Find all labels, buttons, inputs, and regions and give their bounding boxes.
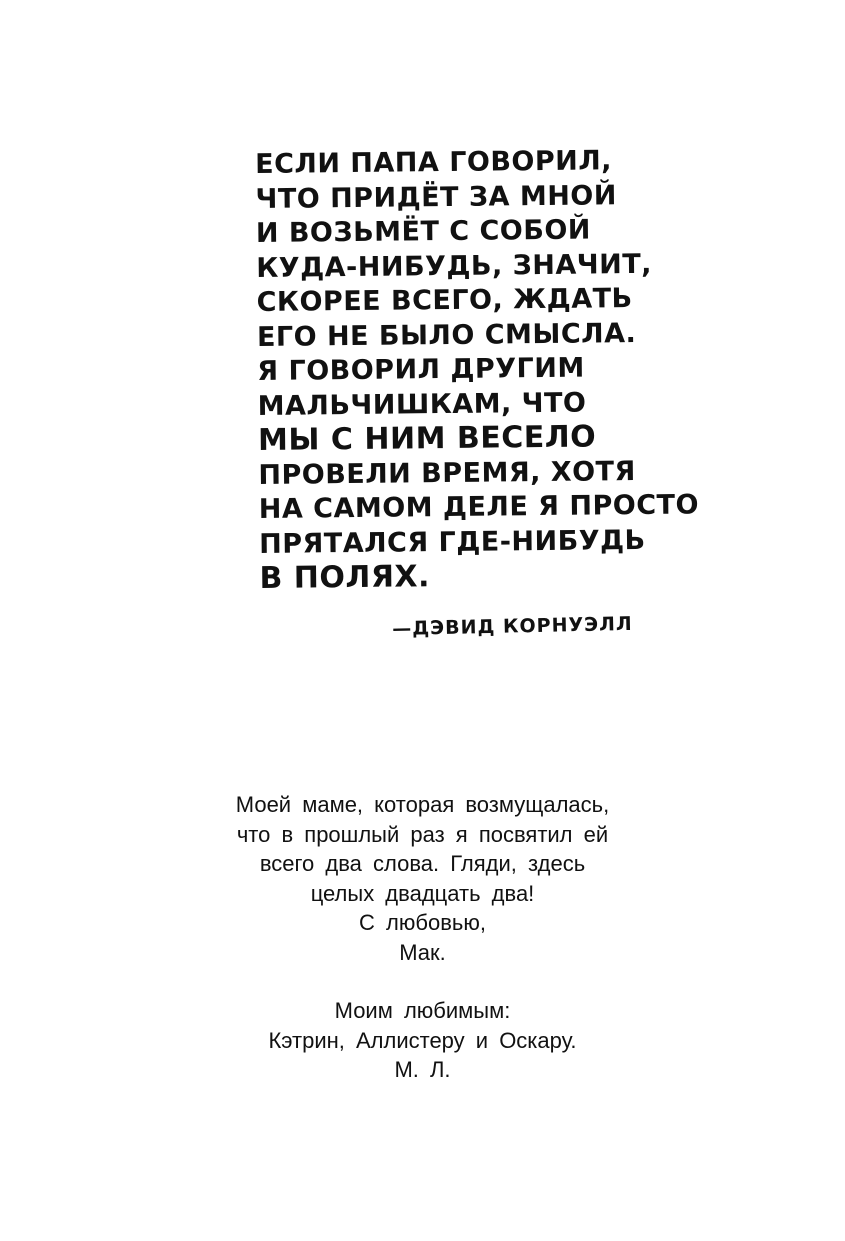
dedication-line: что в прошлый раз я посвятил ей: [236, 821, 609, 847]
epigraph-line: МАЛЬЧИШКАМ, ЧТО: [257, 387, 587, 422]
dedication-line: М. Л.: [394, 1057, 451, 1082]
epigraph-attribution: —ДЭВИД КОРНУЭЛЛ: [392, 612, 633, 640]
dedication-line: Моей маме, которая возмущалась,: [235, 792, 610, 817]
dedication-line: Мак.: [399, 939, 446, 965]
epigraph-line: В ПОЛЯХ.: [259, 559, 431, 596]
dedications: [0, 790, 845, 1085]
epigraph-line: НА САМОМ ДЕЛЕ Я ПРОСТО: [258, 489, 700, 525]
epigraph-line: КУДА-НИБУДЬ, ЗНАЧИТ,: [256, 248, 653, 284]
dedication-first: [0, 790, 845, 967]
epigraph-handwritten: [255, 144, 700, 596]
epigraph-line: ПРЯТАЛСЯ ГДЕ-НИБУДЬ: [258, 524, 646, 560]
dedication-line: Кэтрин, Аллистеру и Оскару.: [268, 1027, 577, 1053]
epigraph-line: ПРОВЕЛИ ВРЕМЯ, ХОТЯ: [258, 455, 636, 491]
dedication-line: Моим любимым:: [334, 998, 511, 1023]
epigraph-line: ЕГО НЕ БЫЛО СМЫСЛА.: [256, 317, 637, 353]
dedication-second: [0, 996, 845, 1085]
epigraph-line: ЧТО ПРИДЁТ ЗА МНОЙ: [255, 179, 618, 215]
epigraph-line: И ВОЗЬМЁТ С СОБОЙ: [255, 214, 592, 249]
dedication-line: всего два слова. Гляди, здесь: [259, 851, 586, 876]
dedication-line: С любовью,: [359, 910, 486, 935]
dedication-line: целых двадцать два!: [310, 880, 535, 906]
epigraph-line: ЕСЛИ ПАПА ГОВОРИЛ,: [255, 145, 613, 180]
epigraph-line: СКОРЕЕ ВСЕГО, ЖДАТЬ: [256, 283, 633, 318]
epigraph-line: Я ГОВОРИЛ ДРУГИМ: [257, 352, 585, 387]
epigraph-line: МЫ С НИМ ВЕСЕЛО: [257, 419, 597, 458]
